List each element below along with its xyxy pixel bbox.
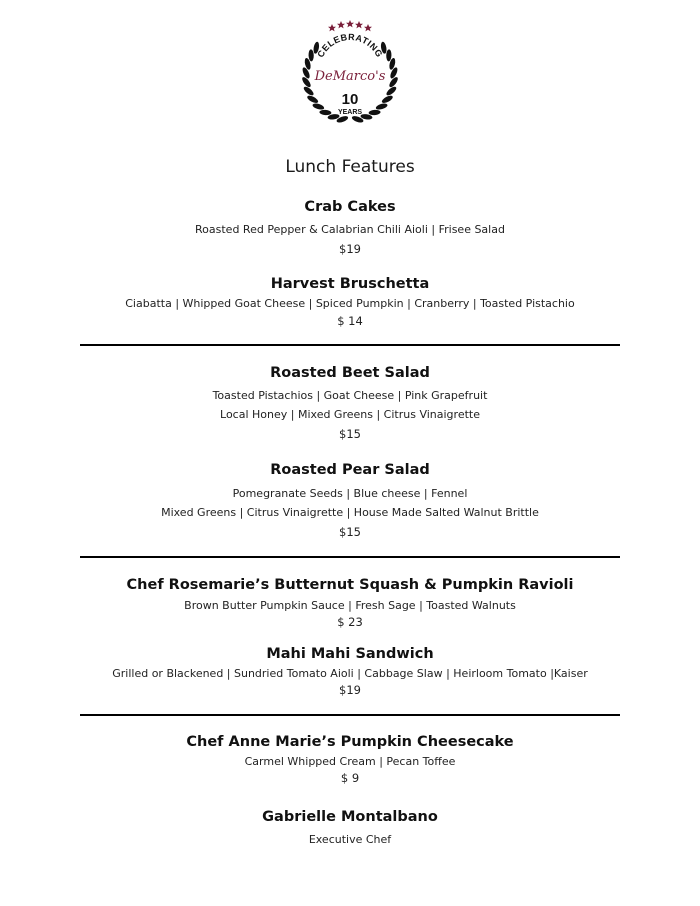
- menu-item-description: Grilled or Blackened | Sundried Tomato Aioli | Cabbage Slaw | Heirloom Tomato |Kaiser: [112, 667, 588, 680]
- menu-item-name: Chef Rosemarie’s Butternut Squash & Pumpkin Ravioli: [126, 577, 574, 593]
- menu-item-description: Brown Butter Pumpkin Sauce | Fresh Sage | Toasted Walnuts: [184, 599, 516, 612]
- menu-item-description: Ciabatta | Whipped Goat Cheese | Spiced Pumpkin | Cranberry | Toasted Pistachio: [125, 297, 575, 310]
- menu-item-name: Roasted Beet Salad: [270, 365, 430, 381]
- wreath-leaf: [306, 94, 319, 104]
- restaurant-logo: [294, 18, 406, 130]
- wreath-leaf: [312, 102, 325, 110]
- menu-item-price: $15: [339, 427, 361, 441]
- menu-item-name: Crab Cakes: [304, 199, 396, 215]
- section-divider: [80, 344, 620, 346]
- logo-years-number: 10: [341, 91, 359, 108]
- section-divider: [80, 556, 620, 558]
- menu-item-description: Roasted Red Pepper & Calabrian Chili Aioli | Frisee Salad: [195, 223, 505, 236]
- menu-item-name: Chef Anne Marie’s Pumpkin Cheesecake: [186, 734, 514, 750]
- menu-item-description: Toasted Pistachios | Goat Cheese | Pink Grapefruit: [212, 389, 488, 402]
- logo-arc-text: CELEBRATING: [315, 31, 385, 60]
- logo-years-label: YEARS: [337, 109, 363, 116]
- menu-item-name: Mahi Mahi Sandwich: [266, 646, 434, 662]
- page-title: Lunch Features: [285, 157, 415, 177]
- wreath-leaf: [368, 109, 380, 115]
- menu-item-price: $19: [339, 683, 361, 697]
- menu-item-price: $ 14: [337, 314, 363, 328]
- menu-item-description: Pomegranate Seeds | Blue cheese | Fennel: [232, 487, 468, 500]
- menu-item-price: $ 9: [340, 771, 360, 785]
- logo-brand: DeMarco's: [314, 69, 386, 84]
- wreath-leaf: [375, 102, 388, 110]
- wreath-leaf: [319, 109, 331, 115]
- stars-row: [328, 20, 372, 31]
- wreath-leaf: [308, 49, 314, 61]
- chef-title: Executive Chef: [308, 833, 392, 846]
- menu-item-name: Roasted Pear Salad: [270, 462, 430, 478]
- wreath-leaf: [381, 94, 394, 104]
- wreath-leaf: [386, 49, 392, 61]
- menu-item-price: $ 23: [337, 615, 363, 629]
- section-divider: [80, 714, 620, 716]
- menu-item-price: $19: [339, 242, 361, 256]
- menu-item-name: Harvest Bruschetta: [270, 276, 430, 292]
- menu-item-description: Mixed Greens | Citrus Vinaigrette | House Made Salted Walnut Brittle: [161, 506, 539, 519]
- menu-item-price: $15: [339, 525, 361, 539]
- wreath-leaf: [301, 76, 312, 89]
- chef-name: Gabrielle Montalbano: [262, 809, 438, 825]
- menu-item-description: Carmel Whipped Cream | Pecan Toffee: [244, 755, 456, 768]
- menu-item-description: Local Honey | Mixed Greens | Citrus Vinaigrette: [220, 408, 480, 421]
- wreath-leaf: [388, 76, 399, 89]
